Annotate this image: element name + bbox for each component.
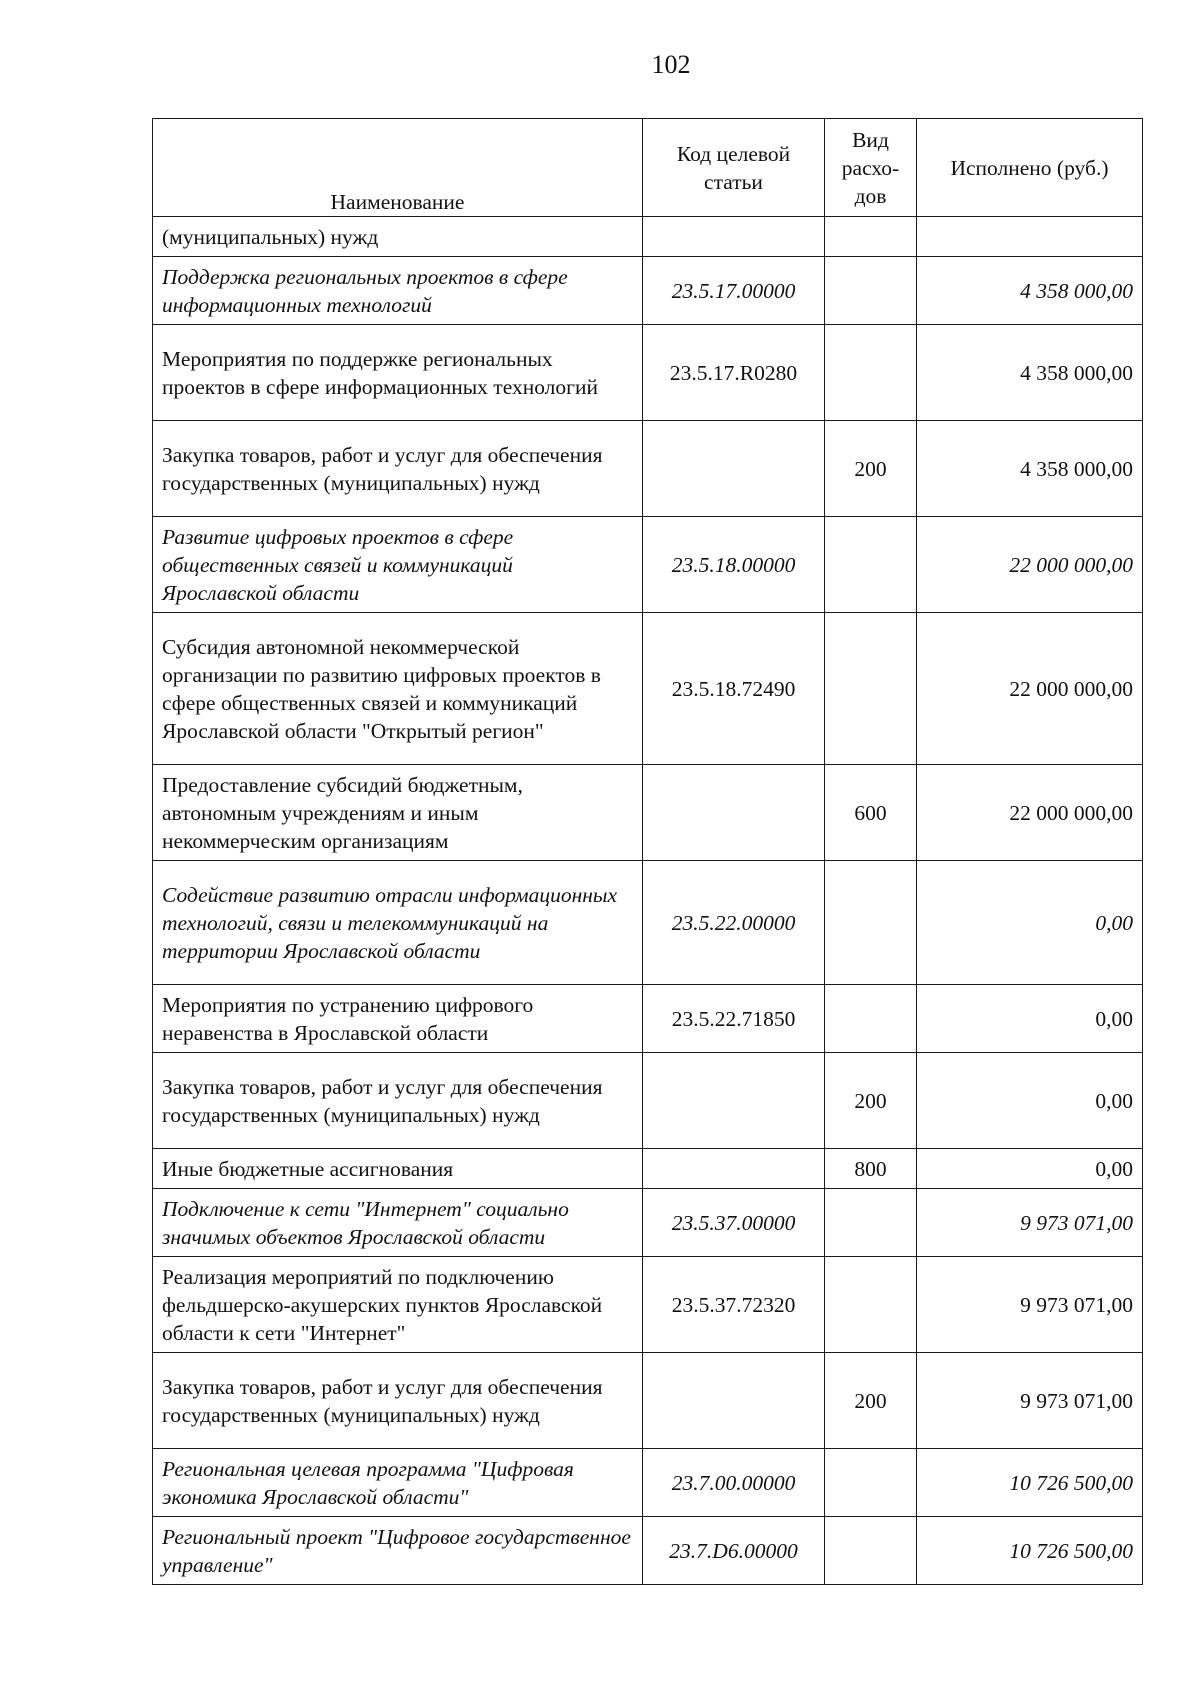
header-name: Наименование bbox=[153, 119, 643, 217]
table-row bbox=[153, 1353, 1143, 1449]
cell-sum: 4 358 000,00 bbox=[917, 421, 1143, 517]
table-row bbox=[153, 985, 1143, 1053]
cell-sum: 10 726 500,00 bbox=[917, 1449, 1143, 1517]
cell-vid: 800 bbox=[825, 1149, 917, 1189]
cell-sum: 22 000 000,00 bbox=[917, 517, 1143, 613]
table-header-row bbox=[153, 119, 1143, 217]
cell-sum: 22 000 000,00 bbox=[917, 765, 1143, 861]
cell-vid bbox=[825, 985, 917, 1053]
cell-code: 23.5.37.00000 bbox=[643, 1189, 825, 1257]
cell-sum: 0,00 bbox=[917, 1053, 1143, 1149]
table-row bbox=[153, 325, 1143, 421]
cell-code: 23.5.22.00000 bbox=[643, 861, 825, 985]
cell-vid bbox=[825, 517, 917, 613]
cell-code: 23.5.18.00000 bbox=[643, 517, 825, 613]
header-sum: Исполнено (руб.) bbox=[917, 119, 1143, 217]
cell-code: 23.7.D6.00000 bbox=[643, 1517, 825, 1585]
cell-vid bbox=[825, 257, 917, 325]
header-code: Код целевой статьи bbox=[643, 119, 825, 217]
page-number: 102 bbox=[651, 50, 691, 79]
cell-vid bbox=[825, 325, 917, 421]
expenditure-table bbox=[152, 118, 1143, 1585]
cell-name: Реализация мероприятий по подключению фельдшерско-акушерских пунктов Ярославской области к сети "Интернет" bbox=[153, 1257, 643, 1353]
header-vid: Вид расхо-дов bbox=[825, 119, 917, 217]
cell-name: Закупка товаров, работ и услуг для обеспечения государственных (муниципальных) нужд bbox=[153, 1353, 643, 1449]
cell-vid bbox=[825, 1449, 917, 1517]
cell-code bbox=[643, 765, 825, 861]
table-row bbox=[153, 1517, 1143, 1585]
table-row bbox=[153, 1449, 1143, 1517]
cell-sum: 0,00 bbox=[917, 985, 1143, 1053]
cell-name: Предоставление субсидий бюджетным, автономным учреждениям и иным некоммерческим организациям bbox=[153, 765, 643, 861]
table-row bbox=[153, 1257, 1143, 1353]
cell-vid bbox=[825, 1257, 917, 1353]
cell-sum: 0,00 bbox=[917, 1149, 1143, 1189]
cell-vid bbox=[825, 1189, 917, 1257]
cell-name: Поддержка региональных проектов в сфере информационных технологий bbox=[153, 257, 643, 325]
cell-vid bbox=[825, 613, 917, 765]
cell-name: Закупка товаров, работ и услуг для обеспечения государственных (муниципальных) нужд bbox=[153, 421, 643, 517]
cell-code: 23.5.17.R0280 bbox=[643, 325, 825, 421]
table-row bbox=[153, 421, 1143, 517]
cell-name: Мероприятия по устранению цифрового неравенства в Ярославской области bbox=[153, 985, 643, 1053]
table-row bbox=[153, 1189, 1143, 1257]
cell-name: Региональный проект "Цифровое государственное управление" bbox=[153, 1517, 643, 1585]
cell-code: 23.5.17.00000 bbox=[643, 257, 825, 325]
cell-sum: 22 000 000,00 bbox=[917, 613, 1143, 765]
cell-sum bbox=[917, 217, 1143, 257]
cell-vid bbox=[825, 861, 917, 985]
cell-sum: 9 973 071,00 bbox=[917, 1353, 1143, 1449]
cell-sum: 9 973 071,00 bbox=[917, 1189, 1143, 1257]
cell-vid bbox=[825, 217, 917, 257]
table-body bbox=[153, 217, 1143, 1585]
cell-name: Мероприятия по поддержке региональных проектов в сфере информационных технологий bbox=[153, 325, 643, 421]
cell-sum: 0,00 bbox=[917, 861, 1143, 985]
cell-sum: 4 358 000,00 bbox=[917, 325, 1143, 421]
cell-code: 23.5.37.72320 bbox=[643, 1257, 825, 1353]
cell-name: Развитие цифровых проектов в сфере общественных связей и коммуникаций Ярославской области bbox=[153, 517, 643, 613]
cell-code: 23.7.00.00000 bbox=[643, 1449, 825, 1517]
cell-code bbox=[643, 1053, 825, 1149]
cell-sum: 4 358 000,00 bbox=[917, 257, 1143, 325]
cell-vid: 600 bbox=[825, 765, 917, 861]
table-row bbox=[153, 1149, 1143, 1189]
cell-code bbox=[643, 1353, 825, 1449]
cell-name: Субсидия автономной некоммерческой организации по развитию цифровых проектов в сфере общественных связей и коммуникаций Ярославской области "Открытый регион" bbox=[153, 613, 643, 765]
cell-vid: 200 bbox=[825, 421, 917, 517]
cell-vid: 200 bbox=[825, 1053, 917, 1149]
cell-sum: 10 726 500,00 bbox=[917, 1517, 1143, 1585]
cell-vid: 200 bbox=[825, 1353, 917, 1449]
table-row bbox=[153, 613, 1143, 765]
cell-vid bbox=[825, 1517, 917, 1585]
cell-code bbox=[643, 217, 825, 257]
cell-code bbox=[643, 421, 825, 517]
cell-sum: 9 973 071,00 bbox=[917, 1257, 1143, 1353]
cell-code bbox=[643, 1149, 825, 1189]
cell-name: (муниципальных) нужд bbox=[153, 217, 643, 257]
cell-code: 23.5.22.71850 bbox=[643, 985, 825, 1053]
table-row bbox=[153, 257, 1143, 325]
table-row bbox=[153, 861, 1143, 985]
cell-name: Закупка товаров, работ и услуг для обеспечения государственных (муниципальных) нужд bbox=[153, 1053, 643, 1149]
table-row bbox=[153, 517, 1143, 613]
table-row bbox=[153, 1053, 1143, 1149]
table-row bbox=[153, 765, 1143, 861]
cell-name: Иные бюджетные ассигнования bbox=[153, 1149, 643, 1189]
cell-code: 23.5.18.72490 bbox=[643, 613, 825, 765]
cell-name: Подключение к сети "Интернет" социально значимых объектов Ярославской области bbox=[153, 1189, 643, 1257]
table-row bbox=[153, 217, 1143, 257]
cell-name: Региональная целевая программа "Цифровая экономика Ярославской области" bbox=[153, 1449, 643, 1517]
cell-name: Содействие развитию отрасли информационных технологий, связи и телекоммуникаций на территории Ярославской области bbox=[153, 861, 643, 985]
